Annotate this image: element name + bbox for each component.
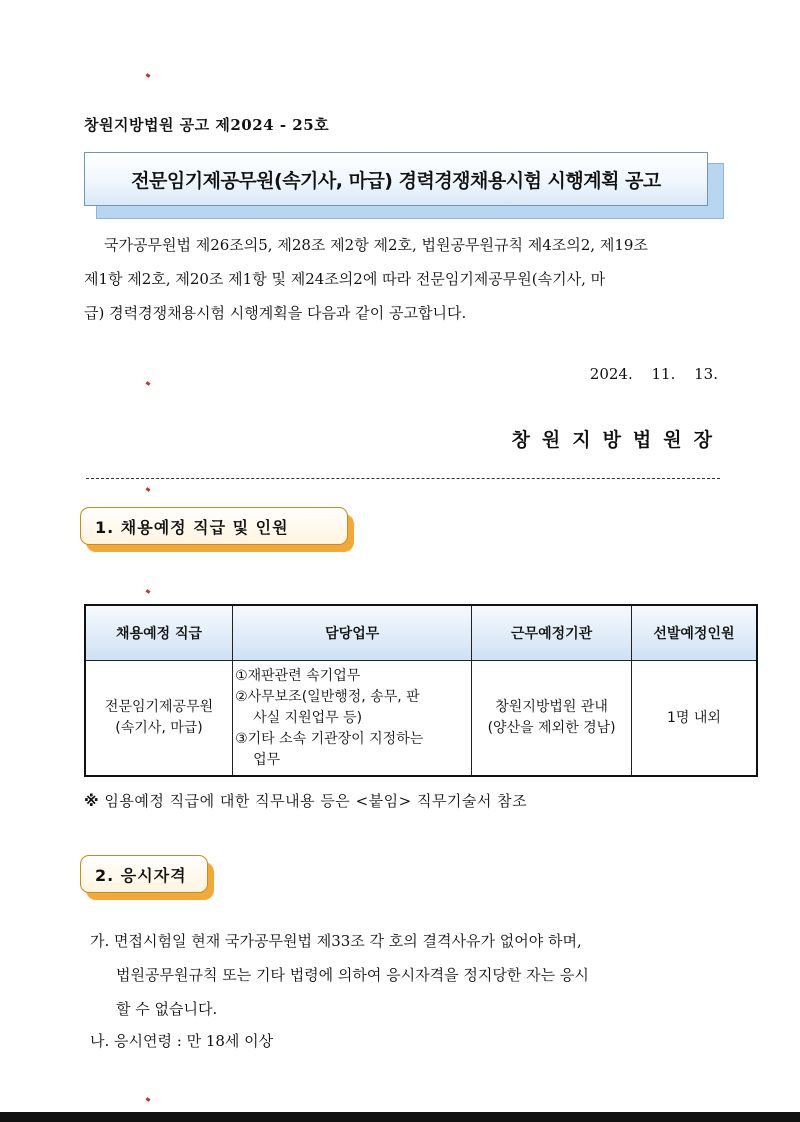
section-1-heading: 1. 채용예정 직급 및 인원	[80, 507, 348, 545]
table-note	[84, 790, 527, 811]
header-count: 선발예정인원	[631, 605, 757, 661]
intro-paragraph	[84, 228, 724, 330]
requirement-a	[90, 924, 730, 1026]
cell-count: 1명 내외	[631, 661, 757, 777]
divider	[86, 478, 720, 479]
duty-2-cont: 사실 지원업무 등)	[253, 709, 363, 726]
cell-duties	[233, 661, 472, 777]
position-line-2: (속기사, 마급)	[115, 720, 203, 736]
page-title: 전문임기제공무원(속기사, 마급) 경력경쟁채용시험 시행계획 공고	[84, 152, 708, 206]
duty-2: ②사무보조(일반행정, 송무, 판	[235, 688, 420, 705]
note-text: 임용예정 직급에 대한 직무내용 등은 <붙임> 직무기술서 참조	[104, 792, 528, 810]
table-row	[85, 661, 757, 777]
note-mark: ※	[84, 792, 100, 810]
duty-3-cont: 업무	[253, 751, 281, 768]
intro-line-3: 급) 경력경쟁채용시험 시행계획을 다음과 같이 공고합니다.	[84, 304, 467, 322]
requirement-a-line-3: 할 수 없습니다.	[116, 1000, 218, 1018]
notice-number: 창원지방법원 공고 제2024 - 25호	[84, 116, 330, 134]
scan-mark	[146, 1097, 151, 1102]
header-agency: 근무예정기관	[472, 605, 632, 661]
notice-date: 2024. 11. 13.	[589, 365, 718, 383]
scan-mark	[146, 487, 151, 492]
cell-agency	[472, 661, 632, 777]
duty-3: ③기타 소속 기관장이 지정하는	[235, 730, 424, 747]
header-position: 채용예정 직급	[85, 605, 233, 661]
position-line-1: 전문임기제공무원	[104, 699, 214, 715]
requirement-a-line-1: 가. 면접시험일 현재 국가공무원법 제33조 각 호의 결격사유가 없어야 하며,	[90, 932, 582, 950]
scan-mark	[146, 381, 151, 386]
intro-line-2: 제1항 제2호, 제20조 제1항 및 제24조의2에 따라 전문임기제공무원(속기사, 마	[84, 270, 606, 288]
cell-position	[85, 661, 233, 777]
requirement-a-line-2: 법원공무원규칙 또는 기타 법령에 의하여 응시자격을 정지당한 자는 응시	[116, 966, 589, 984]
requirement-b: 나. 응시연령 : 만 18세 이상	[90, 1032, 274, 1050]
section-2-heading: 2. 응시자격	[80, 855, 208, 893]
intro-line-1: 국가공무원법 제26조의5, 제28조 제2항 제2호, 법원공무원규칙 제4조의2, 제19조	[104, 236, 648, 254]
duty-1: ①재판관련 속기업무	[235, 667, 361, 684]
header-duties: 담당업무	[233, 605, 472, 661]
table-header-row	[85, 605, 757, 661]
positions-table	[84, 604, 758, 777]
agency-line-2: (양산을 제외한 경남)	[487, 720, 616, 736]
agency-line-1: 창원지방법원 관내	[495, 699, 608, 715]
scan-edge-bottom	[0, 1112, 800, 1122]
scan-mark	[146, 589, 151, 594]
scan-mark	[146, 73, 151, 78]
issuer-signature: 창원지방법원장	[511, 429, 724, 451]
